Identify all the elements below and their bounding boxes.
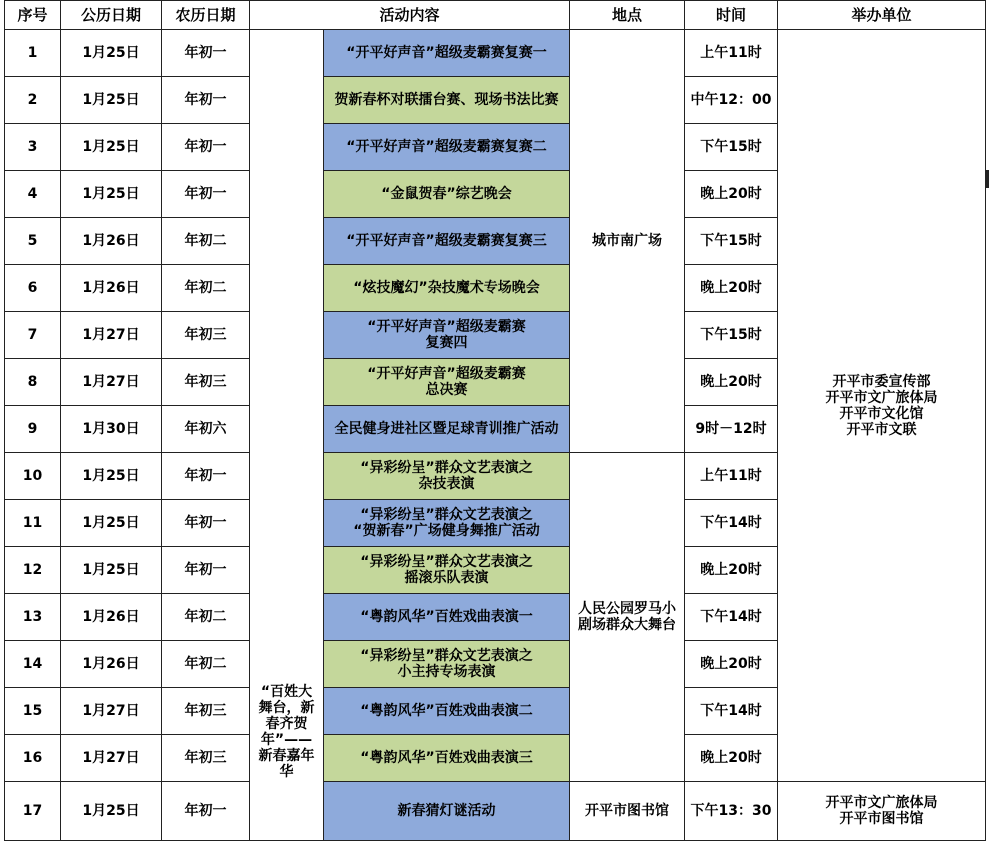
- row-date: 1月30日: [61, 406, 162, 453]
- row-lunar: 年初一: [162, 782, 250, 841]
- row-no: 16: [5, 735, 61, 782]
- row-no: 2: [5, 77, 61, 124]
- venue-south-square: 城市南广场: [570, 30, 685, 453]
- row-activity: “粤韵风华”百姓戏曲表演三: [324, 735, 570, 782]
- row-no: 4: [5, 171, 61, 218]
- row-no: 8: [5, 359, 61, 406]
- header-date: 公历日期: [61, 1, 162, 30]
- row-no: 15: [5, 688, 61, 735]
- row-date: 1月26日: [61, 218, 162, 265]
- table-row: [5, 30, 986, 77]
- row-activity: 贺新春杯对联擂台赛、现场书法比赛: [324, 77, 570, 124]
- row-no: 10: [5, 453, 61, 500]
- row-time: 下午15时: [685, 124, 778, 171]
- row-lunar: 年初一: [162, 77, 250, 124]
- row-lunar: 年初二: [162, 594, 250, 641]
- row-no: 5: [5, 218, 61, 265]
- row-date: 1月26日: [61, 594, 162, 641]
- row-activity: “异彩纷呈”群众文艺表演之 “贺新春”广场健身舞推广活动: [324, 500, 570, 547]
- header-time: 时间: [685, 1, 778, 30]
- row-lunar: 年初二: [162, 265, 250, 312]
- row-time: 中午12：00: [685, 77, 778, 124]
- row-no: 12: [5, 547, 61, 594]
- row-date: 1月25日: [61, 124, 162, 171]
- organizer-library: 开平市文广旅体局 开平市图书馆: [778, 782, 986, 841]
- row-lunar: 年初三: [162, 359, 250, 406]
- row-no: 11: [5, 500, 61, 547]
- row-date: 1月25日: [61, 30, 162, 77]
- row-time: 上午11时: [685, 30, 778, 77]
- row-date: 1月25日: [61, 782, 162, 841]
- row-lunar: 年初二: [162, 218, 250, 265]
- row-activity: 全民健身进社区暨足球青训推广活动: [324, 406, 570, 453]
- row-time: 晚上20时: [685, 641, 778, 688]
- row-activity: “粤韵风华”百姓戏曲表演一: [324, 594, 570, 641]
- row-time: 晚上20时: [685, 359, 778, 406]
- row-lunar: 年初一: [162, 453, 250, 500]
- row-lunar: 年初一: [162, 171, 250, 218]
- row-date: 1月26日: [61, 265, 162, 312]
- row-date: 1月27日: [61, 312, 162, 359]
- row-activity: 新春猜灯谜活动: [324, 782, 570, 841]
- venue-people-park: 人民公园罗马小剧场群众大舞台: [570, 453, 685, 782]
- row-date: 1月26日: [61, 641, 162, 688]
- header-no: 序号: [5, 1, 61, 30]
- organizer-main: 开平市委宣传部 开平市文广旅体局 开平市文化馆 开平市文联: [778, 30, 986, 782]
- row-lunar: 年初三: [162, 312, 250, 359]
- row-activity: “异彩纷呈”群众文艺表演之 小主持专场表演: [324, 641, 570, 688]
- row-no: 6: [5, 265, 61, 312]
- row-lunar: 年初一: [162, 500, 250, 547]
- table-body: [5, 30, 986, 841]
- row-time: 晚上20时: [685, 265, 778, 312]
- header-organizer: 举办单位: [778, 1, 986, 30]
- header-venue: 地点: [570, 1, 685, 30]
- row-activity: “炫技魔幻”杂技魔术专场晚会: [324, 265, 570, 312]
- row-no: 17: [5, 782, 61, 841]
- row-activity: “开平好声音”超级麦霸赛复赛三: [324, 218, 570, 265]
- row-time: 下午13：30: [685, 782, 778, 841]
- row-time: 晚上20时: [685, 171, 778, 218]
- row-time: 下午14时: [685, 594, 778, 641]
- header-row: [5, 1, 986, 30]
- row-activity: “开平好声音”超级麦霸赛复赛二: [324, 124, 570, 171]
- row-no: 3: [5, 124, 61, 171]
- row-no: 7: [5, 312, 61, 359]
- row-no: 1: [5, 30, 61, 77]
- row-lunar: 年初三: [162, 735, 250, 782]
- row-time: 上午11时: [685, 453, 778, 500]
- row-date: 1月25日: [61, 453, 162, 500]
- row-lunar: 年初六: [162, 406, 250, 453]
- group-event-cell: “百姓大舞台，新春齐贺年”——新春嘉年华: [250, 30, 324, 841]
- row-no: 14: [5, 641, 61, 688]
- row-date: 1月27日: [61, 359, 162, 406]
- event-schedule-table: [4, 0, 986, 841]
- row-activity: “金鼠贺春”综艺晚会: [324, 171, 570, 218]
- row-date: 1月27日: [61, 688, 162, 735]
- table-row: [5, 782, 986, 841]
- row-lunar: 年初一: [162, 30, 250, 77]
- venue-library: 开平市图书馆: [570, 782, 685, 841]
- row-lunar: 年初一: [162, 547, 250, 594]
- row-date: 1月25日: [61, 500, 162, 547]
- row-no: 13: [5, 594, 61, 641]
- row-time: 晚上20时: [685, 547, 778, 594]
- row-time: 下午14时: [685, 688, 778, 735]
- row-activity: “开平好声音”超级麦霸赛 总决赛: [324, 359, 570, 406]
- row-activity: “开平好声音”超级麦霸赛复赛一: [324, 30, 570, 77]
- row-date: 1月25日: [61, 77, 162, 124]
- row-lunar: 年初二: [162, 641, 250, 688]
- row-time: 下午15时: [685, 312, 778, 359]
- row-activity: “粤韵风华”百姓戏曲表演二: [324, 688, 570, 735]
- row-date: 1月25日: [61, 171, 162, 218]
- header-lunar: 农历日期: [162, 1, 250, 30]
- row-time: 9时－12时: [685, 406, 778, 453]
- row-no: 9: [5, 406, 61, 453]
- row-activity: “开平好声音”超级麦霸赛 复赛四: [324, 312, 570, 359]
- row-date: 1月25日: [61, 547, 162, 594]
- row-lunar: 年初一: [162, 124, 250, 171]
- row-activity: “异彩纷呈”群众文艺表演之 杂技表演: [324, 453, 570, 500]
- row-time: 下午15时: [685, 218, 778, 265]
- row-date: 1月27日: [61, 735, 162, 782]
- row-time: 下午14时: [685, 500, 778, 547]
- row-lunar: 年初三: [162, 688, 250, 735]
- header-activity: 活动内容: [250, 1, 570, 30]
- row-time: 晚上20时: [685, 735, 778, 782]
- row-activity: “异彩纷呈”群众文艺表演之 摇滚乐队表演: [324, 547, 570, 594]
